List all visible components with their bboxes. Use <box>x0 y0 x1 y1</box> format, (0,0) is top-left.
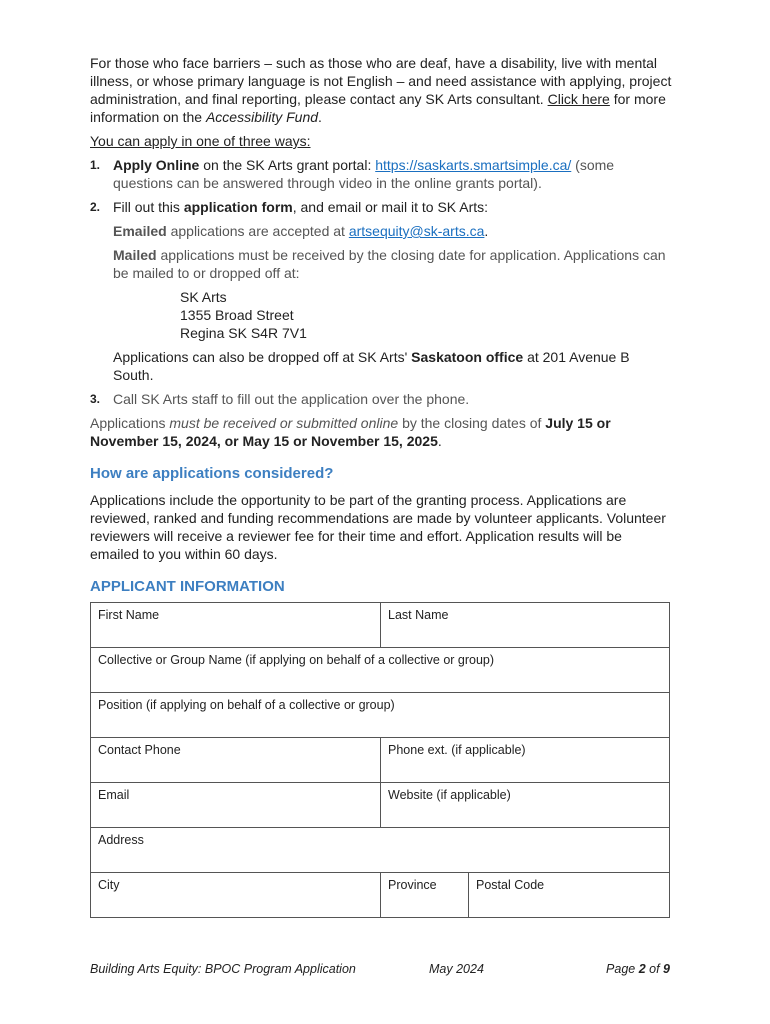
list-number: 1. <box>90 158 101 172</box>
call-staff-text: Call SK Arts staff to fill out the application over the phone. <box>113 391 470 407</box>
mailed-paragraph <box>113 246 672 282</box>
apply-online-label: Apply Online <box>113 157 200 173</box>
address-line: Regina SK S4R 7V1 <box>180 325 307 341</box>
phone-ext-field[interactable]: Phone ext. (if applicable) <box>381 738 670 783</box>
dropoff-post: at 201 Avenue B South. <box>113 349 630 383</box>
last-name-field[interactable]: Last Name <box>381 603 670 648</box>
deadline-dates: July 15 or November 15, 2024, or May 15 or November 15, 2025 <box>90 415 611 449</box>
list-item <box>90 390 672 408</box>
intro-paragraph <box>90 54 672 126</box>
list-number: 3. <box>90 392 101 406</box>
mailed-text: applications must be received by the closing date for application. Applications can be mailed to or dropped off at: <box>113 247 666 281</box>
document-page <box>90 54 672 918</box>
apply-online-text: on the SK Arts grant portal: <box>199 157 376 173</box>
footer-title: Building Arts Equity: BPOC Program Application <box>90 962 356 976</box>
mailed-label: Mailed <box>113 247 157 263</box>
email-field[interactable]: Email <box>91 783 381 828</box>
apply-ways-title: You can apply in one of three ways: <box>90 133 311 149</box>
applicant-heading: APPLICANT INFORMATION <box>90 578 285 595</box>
intro-end: . <box>318 109 322 125</box>
contact-phone-field[interactable]: Contact Phone <box>91 738 381 783</box>
dropoff-pre: Applications can also be dropped off at SK Arts' <box>113 349 412 365</box>
deadline-italic: must be received or submitted online <box>169 415 399 431</box>
province-field[interactable]: Province <box>381 873 469 918</box>
grant-portal-link[interactable]: https://saskarts.smartsimple.ca/ <box>375 157 572 173</box>
footer-date: May 2024 <box>429 962 484 976</box>
page-label: Page <box>606 962 639 976</box>
click-here-link[interactable]: Click here <box>547 91 610 107</box>
deadline-paragraph <box>90 414 672 450</box>
collective-name-field[interactable]: Collective or Group Name (if applying on behalf of a collective or group) <box>91 648 670 693</box>
dropoff-paragraph <box>113 348 672 384</box>
emailed-paragraph <box>113 222 672 240</box>
current-page: 2 <box>638 962 646 976</box>
apply-ways-list <box>90 156 672 408</box>
list-item <box>90 156 672 192</box>
city-field[interactable]: City <box>91 873 381 918</box>
address-line: SK Arts <box>180 289 227 305</box>
address-line: 1355 Broad Street <box>180 307 294 323</box>
form-pre-text: Fill out this <box>113 199 184 215</box>
total-pages: 9 <box>663 962 670 976</box>
emailed-label: Emailed <box>113 223 167 239</box>
first-name-field[interactable]: First Name <box>91 603 381 648</box>
application-form-label: application form <box>183 199 293 215</box>
intro-after-link: for more information on the <box>90 91 666 125</box>
page-number <box>606 962 670 976</box>
emailed-text: applications are accepted at <box>166 223 349 239</box>
position-field[interactable]: Position (if applying on behalf of a collective or group) <box>91 693 670 738</box>
considered-heading: How are applications considered? <box>90 465 334 482</box>
page-of: of <box>645 962 664 976</box>
saskatoon-office-label: Saskatoon office <box>411 349 524 365</box>
applicant-form-table <box>90 602 670 918</box>
postal-code-field[interactable]: Postal Code <box>469 873 670 918</box>
considered-paragraph: Applications include the opportunity to be part of the granting process. Applications are reviewed, ranked and funding recommendations are made by volunteer applicants. Volunteer reviewers will receive a reviewer fee for their time and effort. Application results will be emailed to you within 60 days. <box>90 492 666 562</box>
apply-online-tail: (some questions can be answered through video in the online grants portal). <box>113 157 615 191</box>
deadline-end: . <box>437 433 442 449</box>
accessibility-fund-text: Accessibility Fund <box>205 109 319 125</box>
website-field[interactable]: Website (if applicable) <box>381 783 670 828</box>
deadline-pre: Applications <box>90 415 170 431</box>
intro-text: For those who face barriers – such as those who are deaf, have a disability, live with mental illness, or whose primary language is not English – and need assistance with applying, project administration, and final reporting, please contact any SK Arts consultant. <box>90 55 672 107</box>
emailed-end: . <box>484 223 489 239</box>
email-link[interactable]: artsequity@sk-arts.ca <box>348 223 485 239</box>
list-item <box>90 198 672 384</box>
mailing-address <box>180 288 672 342</box>
list-number: 2. <box>90 200 101 214</box>
deadline-mid: by the closing dates of <box>398 415 546 431</box>
form-text: , and email or mail it to SK Arts: <box>292 199 489 215</box>
address-field[interactable]: Address <box>91 828 670 873</box>
